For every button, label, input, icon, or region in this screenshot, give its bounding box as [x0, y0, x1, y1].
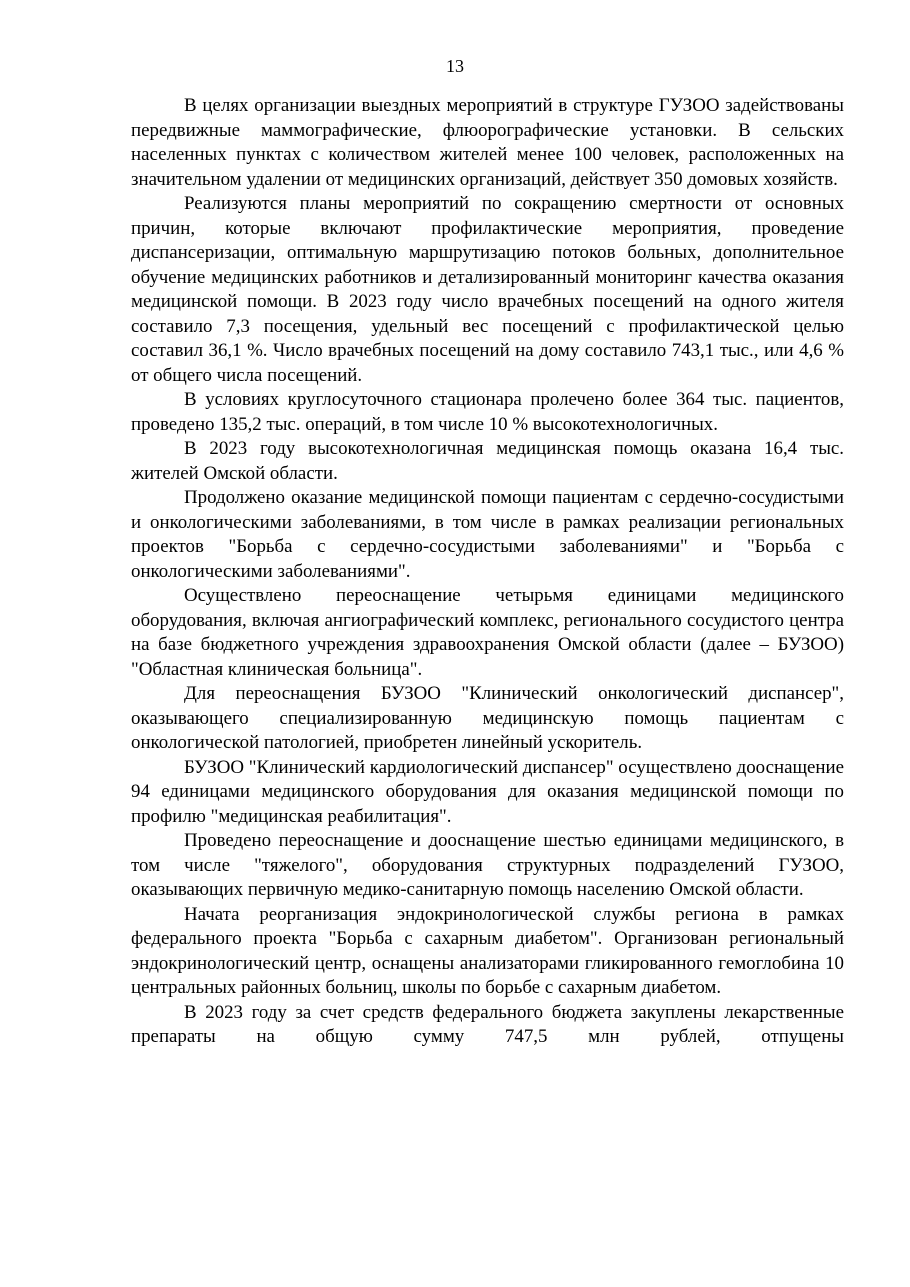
paragraph-vascular-center: Осуществлено переоснащение четырьмя единицами медицинского оборудования, включая ангиографический комплекс, регионального сосудистого центра на базе бюджетного учреждения здравоохранения Омской области (далее – БУЗОО) "Областная клиническая больница". [131, 585, 844, 680]
paragraph-cardiology-dispensary: БУЗОО "Клинический кардиологический диспансер" осуществлено дооснащение 94 единицами медицинского оборудования для оказания медицинской помощи по профилю "медицинская реабилитация". [131, 756, 844, 827]
paragraph-mortality-plans: Реализуются планы мероприятий по сокращению смертности от основных причин, которые включают профилактические мероприятия, проведение диспансеризации, оптимальную маршрутизацию потоков больных, дополнительное обучение медицинских работников и детализированный мониторинг качества оказания медицинской помощи. В 2023 году число врачебных посещений на одного жителя составило 7,3 посещения, удельный вес посещений с профилактической целью составил 36,1 %. Число врачебных посещений на дому составило 743,1 тыс., или 4,6 % от общего числа посещений. [131, 193, 844, 386]
paragraph-inpatient-care: В условиях круглосуточного стационара пролечено более 364 тыс. пациентов, проведено 135,2 тыс. операций, в том числе 10 % высокотехнологичных. [131, 389, 844, 435]
paragraph-mobile-units: В целях организации выездных мероприятий в структуре ГУЗОО задействованы передвижные маммографические, флюорографические установки. В сельских населенных пунктах с количеством жителей менее 100 человек, расположенных на значительном удалении от медицинских организаций, действует 350 домовых хозяйств. [131, 95, 844, 190]
document-body [131, 94, 844, 1050]
page-number: 13 [446, 56, 464, 76]
paragraph-high-tech-care: В 2023 году высокотехнологичная медицинская помощь оказана 16,4 тыс. жителей Омской области. [131, 438, 844, 484]
paragraph-endocrinology: Начата реорганизация эндокринологической службы региона в рамках федерального проекта "Борьба с сахарным диабетом". Организован региональный эндокринологический центр, оснащены анализаторами гликированного гемоглобина 10 центральных районных больниц, школы по борьбе с сахарным диабетом. [131, 903, 844, 998]
paragraph-oncology-dispensary: Для переоснащения БУЗОО "Клинический онкологический диспансер", оказывающего специализированную медицинскую помощь пациентам с онкологической патологией, приобретен линейный ускоритель. [131, 683, 844, 753]
paragraph-medications: В 2023 году за счет средств федерального бюджета закуплены лекарственные препараты на общую сумму 747,5 млн рублей, отпущены [131, 1001, 844, 1047]
paragraph-primary-care-equipment: Проведено переоснащение и дооснащение шестью единицами медицинского, в том числе "тяжелого", оборудования структурных подразделений ГУЗОО, оказывающих первичную медико-санитарную помощь населению Омской области. [131, 830, 844, 900]
paragraph-cardio-oncology: Продолжено оказание медицинской помощи пациентам с сердечно-сосудистыми и онкологическими заболеваниями, в том числе в рамках реализации региональных проектов "Борьба с сердечно-сосудистыми заболеваниями" и "Борьба с онкологическими заболеваниями". [131, 487, 844, 582]
